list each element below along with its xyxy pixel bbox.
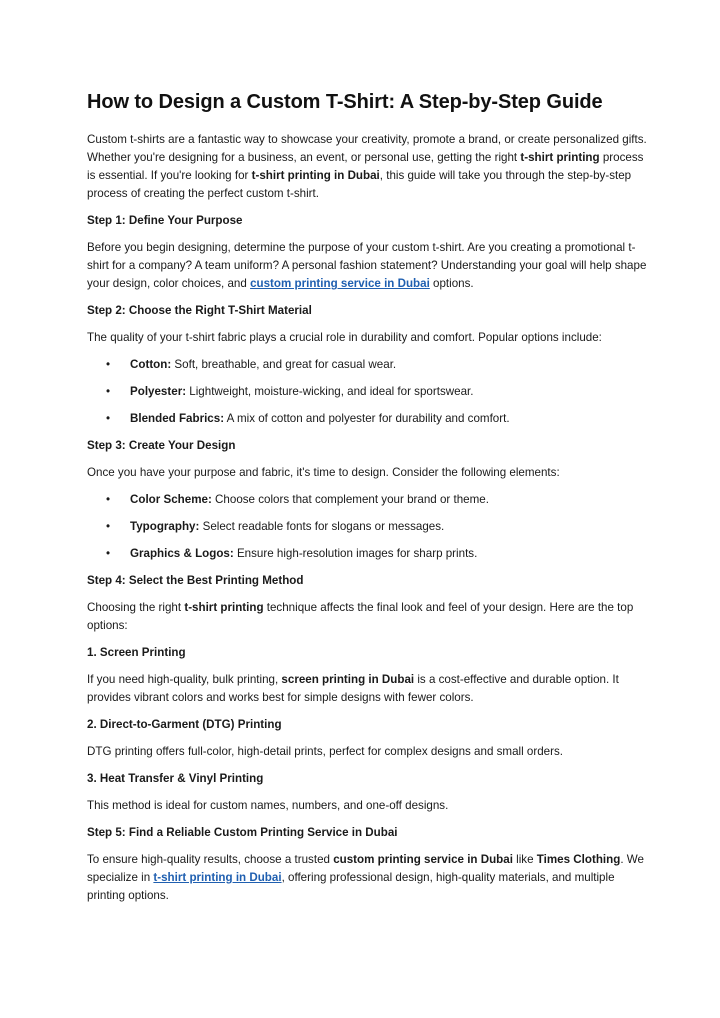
custom-printing-service-link[interactable]: custom printing service in Dubai [250,277,430,290]
list-item: • Cotton: Soft, breathable, and great for casual wear. [87,356,647,374]
step2-heading: Step 2: Choose the Right T-Shirt Material [87,304,312,317]
bullet-icon: • [106,493,111,506]
method3-paragraph: This method is ideal for custom names, numbers, and one-off designs. [87,799,449,812]
method3-heading: 3. Heat Transfer & Vinyl Printing [87,772,264,785]
bullet-icon: • [106,520,111,533]
bullet-icon: • [106,385,111,398]
design-elements-list [87,491,647,563]
step1-paragraph: Before you begin designing, determine the purpose of your custom t-shirt. Are you creating a promotional t-shirt for a company? A team uniform? A personal fashion statement? Understanding your goal will help shape your design, color choices, and custom printing service in Dubai options. [87,241,647,290]
list-item: • Graphics & Logos: Ensure high-resolution images for sharp prints. [87,545,647,563]
method2-heading: 2. Direct-to-Garment (DTG) Printing [87,718,282,731]
step1-heading: Step 1: Define Your Purpose [87,214,243,227]
step4-paragraph: Choosing the right t-shirt printing technique affects the final look and feel of your design. Here are the top options: [87,601,634,632]
bullet-icon: • [106,412,111,425]
step5-heading: Step 5: Find a Reliable Custom Printing Service in Dubai [87,826,398,839]
bullet-icon: • [106,547,111,560]
intro-paragraph: Custom t-shirts are a fantastic way to showcase your creativity, promote a brand, or create personalized gifts. Whether you're designing for a business, an event, or personal use, getting the right t-shirt printing process is essential. If you're looking for t-shirt printing in Dubai, this guide will take you through the step-by-step process of creating the perfect custom t-shirt. [87,133,647,200]
bullet-icon: • [106,358,111,371]
step5-paragraph: To ensure high-quality results, choose a trusted custom printing service in Dubai like Times Clothing. We specialize in t-shirt printing in Dubai, offering professional design, high-quality materials, and multiple printing options. [87,853,644,902]
list-item: • Blended Fabrics: A mix of cotton and polyester for durability and comfort. [87,410,647,428]
list-item: • Polyester: Lightweight, moisture-wicking, and ideal for sportswear. [87,383,647,401]
step3-heading: Step 3: Create Your Design [87,439,236,452]
list-item: • Typography: Select readable fonts for slogans or messages. [87,518,647,536]
material-list [87,356,647,428]
list-item: • Color Scheme: Choose colors that complement your brand or theme. [87,491,647,509]
method1-paragraph: If you need high-quality, bulk printing, screen printing in Dubai is a cost-effective and durable option. It provides vibrant colors and works best for simple designs with fewer colors. [87,673,619,704]
step4-heading: Step 4: Select the Best Printing Method [87,574,304,587]
method2-paragraph: DTG printing offers full-color, high-detail prints, perfect for complex designs and small orders. [87,745,563,758]
tshirt-printing-dubai-link[interactable]: t-shirt printing in Dubai [153,871,282,884]
method1-heading: 1. Screen Printing [87,646,186,659]
article-body [87,88,647,914]
step2-paragraph: The quality of your t-shirt fabric plays a crucial role in durability and comfort. Popular options include: [87,331,602,344]
page-title: How to Design a Custom T-Shirt: A Step-by-Step Guide [87,91,603,113]
step3-paragraph: Once you have your purpose and fabric, it's time to design. Consider the following elements: [87,466,560,479]
